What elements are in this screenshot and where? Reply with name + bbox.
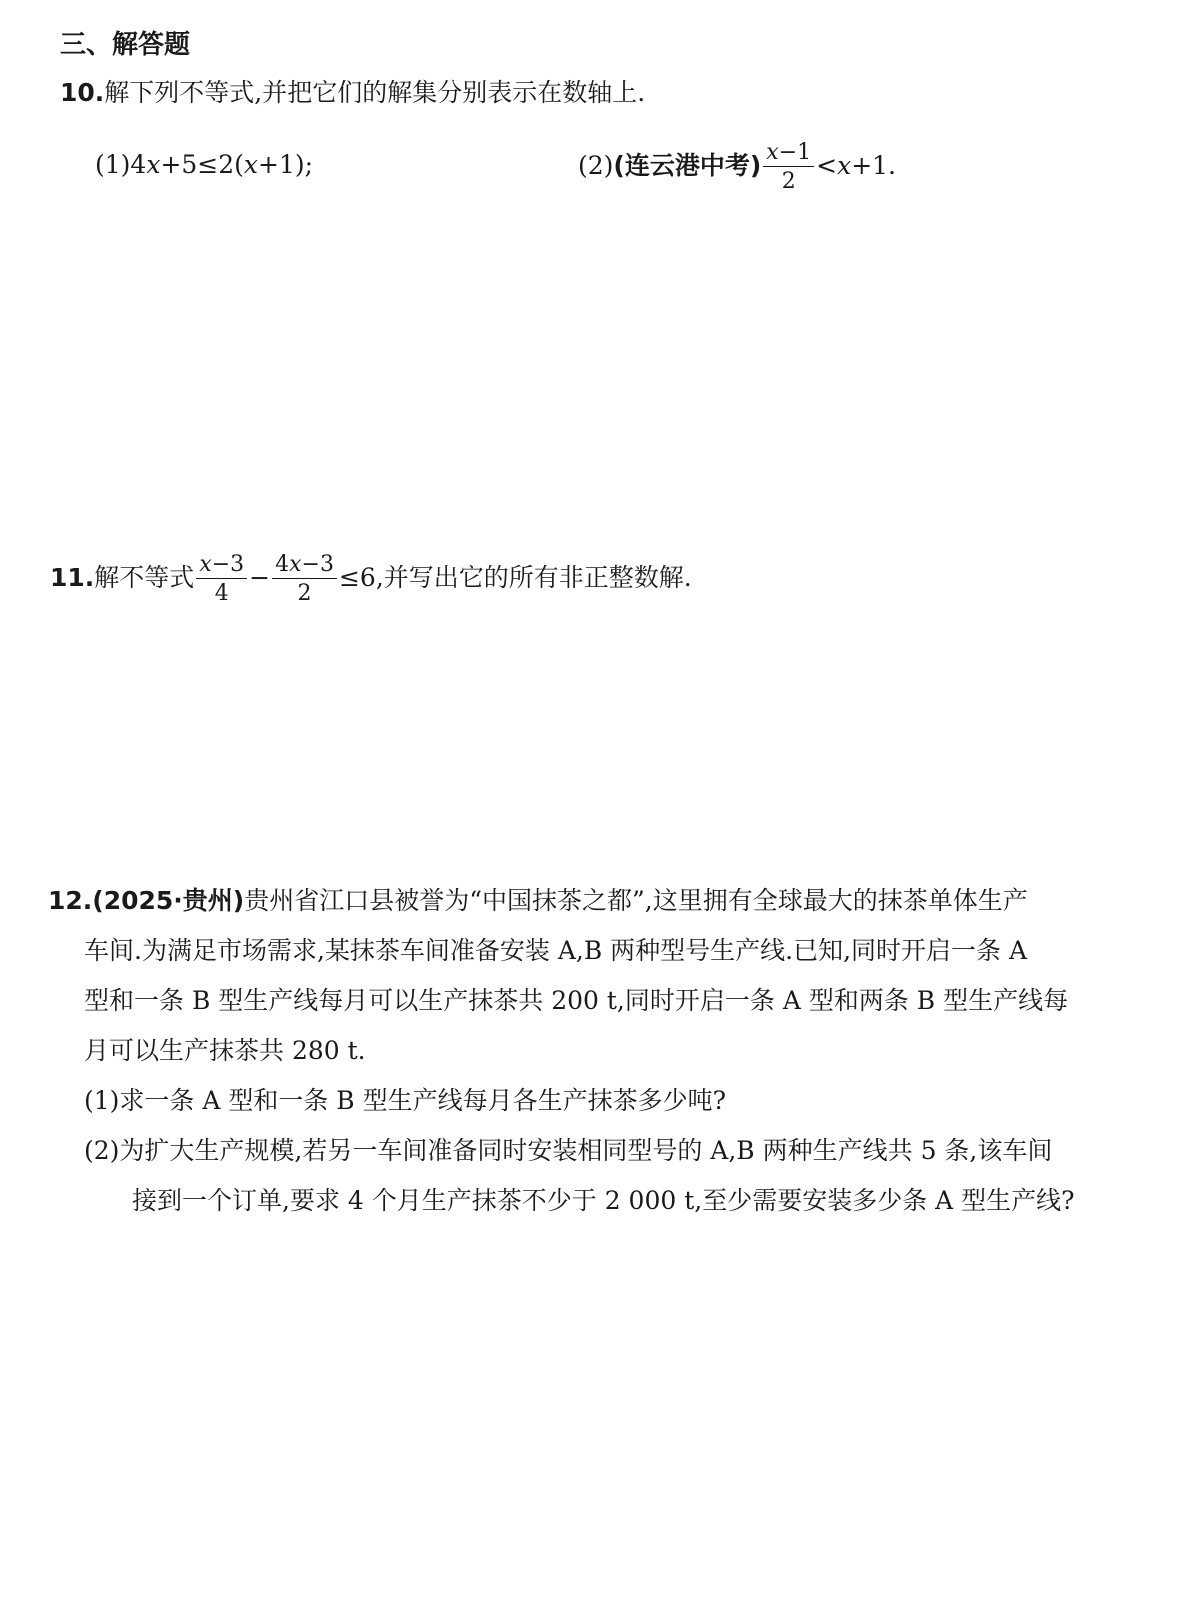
expr-coef: 4 — [275, 552, 290, 577]
part-label: (1) — [95, 150, 131, 179]
expr-mid: +5≤2( — [160, 150, 244, 179]
expr-var: x — [146, 150, 161, 179]
expr-den: 4 — [214, 581, 229, 607]
sub-question-2-cont: 接到一个订单,要求 4 个月生产抹茶不少于 2 000 t,至少需要安装多少条 A 型生产线? — [132, 1186, 1075, 1215]
source-tag: (2025·贵州) — [92, 886, 245, 915]
expr-den: 2 — [297, 581, 312, 607]
question-text: 月可以生产抹茶共 280 t. — [84, 1036, 366, 1065]
source-tag: (连云港中考) — [613, 150, 762, 180]
sub-question-2: (2)为扩大生产规模,若另一车间准备同时安装相同型号的 A,B 两种生产线共 5 条,该车间 — [84, 1136, 1053, 1165]
question-text: 解不等式 — [94, 562, 195, 592]
expr-den: 2 — [781, 169, 796, 195]
expr-var: x — [766, 140, 779, 165]
question-number: 10. — [60, 78, 105, 107]
fraction — [763, 140, 814, 195]
expr-coef: 4 — [130, 150, 147, 179]
expr-var: x — [289, 552, 302, 577]
question-10 — [60, 80, 645, 105]
expr-var: x — [243, 150, 259, 179]
expr-num: −1 — [778, 140, 812, 165]
part-label: (2) — [578, 150, 614, 180]
expr-tail: +1. — [851, 150, 897, 180]
question-text: 贵州省江口县被誉为“中国抹茶之都”,这里拥有全球最大的抹茶单体生产 — [244, 886, 1028, 915]
fraction — [196, 552, 247, 607]
question-text: ≤6,并写出它的所有非正整数解. — [338, 562, 692, 592]
expr-op: < — [816, 150, 838, 180]
question-12 — [48, 876, 1075, 1226]
question-text: 型和一条 B 型生产线每月可以生产抹茶共 200 t,同时开启一条 A 型和两条 B 型生产线每 — [84, 986, 1069, 1015]
fraction — [272, 552, 337, 607]
expr-num: −3 — [301, 552, 334, 577]
expr-rhs: +1); — [258, 150, 314, 179]
expr-var: x — [837, 150, 852, 180]
question-10-part-1 — [95, 152, 313, 177]
sub-question-1: (1)求一条 A 型和一条 B 型生产线每月各生产抹茶多少吨? — [84, 1086, 727, 1115]
expr-num: −3 — [211, 552, 245, 577]
question-10-part-2 — [578, 140, 896, 195]
question-number: 11. — [50, 562, 95, 592]
expr-op: − — [249, 562, 271, 592]
expr-var: x — [199, 552, 212, 577]
question-number: 12. — [48, 886, 93, 915]
question-text: 解下列不等式,并把它们的解集分别表示在数轴上. — [104, 78, 646, 107]
question-11 — [50, 552, 692, 607]
section-title: 三、解答题 — [60, 30, 191, 60]
question-text: 车间.为满足市场需求,某抹茶车间准备安装 A,B 两种型号生产线.已知,同时开启一条 A — [84, 936, 1028, 965]
